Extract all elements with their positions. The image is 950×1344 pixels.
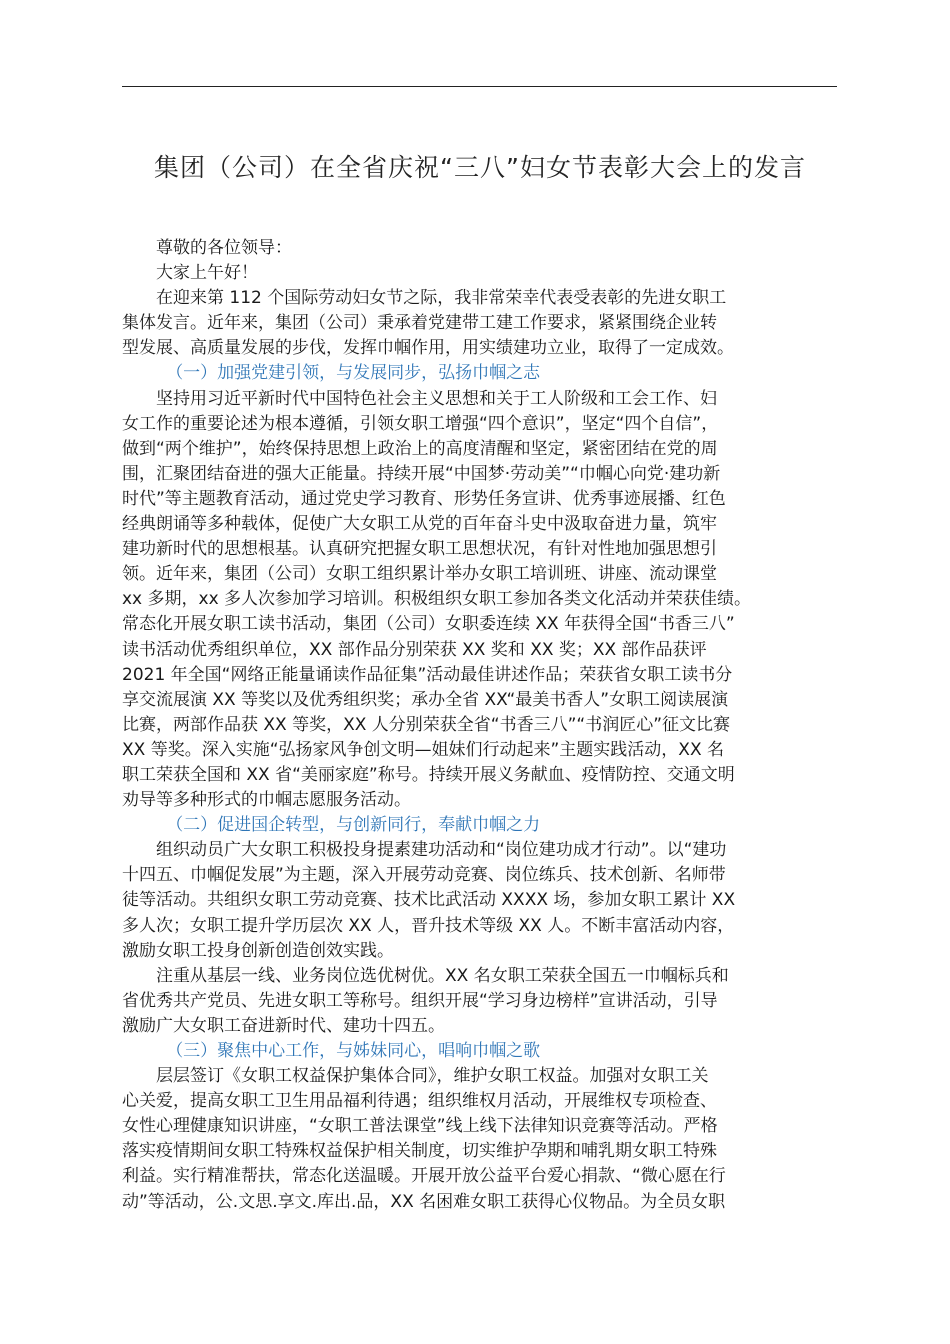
section-3-paragraph: 层层签订《女职工权益保护集体合同》，维护女职工权益。加强对女职工关 心关爱，提高女职工卫生用品福利待遇；组织维权月活动，开展维权专项检查、 女性心理健康知识讲座，“女职工普法课堂”线上线下法律知识竞赛等活动。严格 落实疫情期间女职工特殊权益保护相关制度，切实维护孕期和哺乳期女职工特殊 利益。实行精准帮扶，常态化送温暖。开展开放公益平台爱心捐款、“微心愿在行 动”等活动，公.文思.享文.库出.品，XX 名困难女职工获得心仪物品。为全员女职 — [122, 1066, 726, 1212]
section-heading-2: （二）促进国企转型，与创新同行，奉献巾帼之力 — [166, 815, 541, 836]
salutation: 尊敬的各位领导： — [156, 238, 292, 258]
section-2-paragraph-1: 组织动员广大女职工积极投身提素建功活动和“岗位建功成才行动”。以“建功 十四五、巾帼促发展”为主题，深入开展劳动竞赛、岗位练兵、技术创新、名师带 徒等活动。共组织女职工劳动竞赛、技术比武活动 XXXX 场，参加女职工累计 XX 多人次；女职工提升学历层次 XX 人，晋升技术等级 XX 人。不断丰富活动内容， 激励女职工投身创新创造创效实践。 — [122, 840, 736, 961]
greeting: 大家上午好！ — [156, 263, 258, 284]
document-body — [122, 236, 838, 1215]
section-1-paragraph: 坚持用习近平新时代中国特色社会主义思想和关于工人阶级和工会工作、妇 女工作的重要论述为根本遵循，引领女职工增强“四个意识”，坚定“四个自信”， 做到“两个维护”，始终保持思想上政治上的高度清醒和坚定，紧密团结在党的周 围，汇聚团结奋进的强大正能量。持续开展“中国梦·劳动美”“巾帼心向党·建功新 时代”等主题教育活动，通过党史学习教育、形势任务宣讲、优秀事迹展播、红色 经典朗诵等多种载体，促使广大女职工从党的百年奋斗史中汲取奋进力量，筑牢 建功新时代的思想根基。认真研究把握女职工思想状况，有针对性地加强思想引 领。近年来，集团（公司）女职工组织累计举办女职工培训班、讲座、流动课堂 xx 多期，xx 多人次参加学习培训。积极组织女职工参加各类文化活动并荣获佳绩。 常态化开展女职工读书活动，集团（公司）女职委连续 XX 年获得全国“书香三八” 读书活动优秀组织单位，XX 部作品分别荣获 XX 奖和 XX 奖；XX 部作品获评 2021 年全国“网络正能量诵读作品征集”活动最佳讲述作品；荣获省女职工读书分 享交流展演 XX 等奖以及优秀组织奖；承办全省 XX“最美书香人”女职工阅读展演 比赛，两部作品获 XX 等奖，XX 人分别荣获全省“书香三八”“书润匠心”征文比赛 XX 等奖。深入实施“弘扬家风争创文明—姐妹们行动起来”主题实践活动，XX 名 职工荣获全国和 XX 省“美丽家庭”称号。持续开展义务献血、疫情防控、交通文明 劝导等多种形式的巾帼志愿服务活动。 — [122, 388, 752, 811]
section-heading-1: （一）加强党建引领，与发展同步，弘扬巾帼之志 — [166, 363, 541, 384]
section-2-paragraph-2: 注重从基层一线、业务岗位选优树优。XX 名女职工荣获全国五一巾帼标兵和 省优秀共产党员、先进女职工等称号。组织开展“学习身边榜样”宣讲活动，引导 激励广大女职工奋进新时代、建功十四五。 — [122, 965, 729, 1036]
header-rule — [122, 86, 837, 87]
intro-paragraph: 在迎来第 112 个国际劳动妇女节之际，我非常荣幸代表受表彰的先进女职工 集体发言。近年来，集团（公司）秉承着党建带工建工作要求，紧紧围绕企业转 型发展、高质量发展的步伐，发挥巾帼作用，用实绩建功立业，取得了一定成效。 — [122, 288, 734, 359]
section-heading-3: （三）聚焦中心工作，与姊妹同心，唱响巾帼之歌 — [166, 1041, 541, 1061]
document-title: 集团（公司）在全省庆祝“三八”妇女节表彰大会上的发言 — [154, 153, 806, 182]
